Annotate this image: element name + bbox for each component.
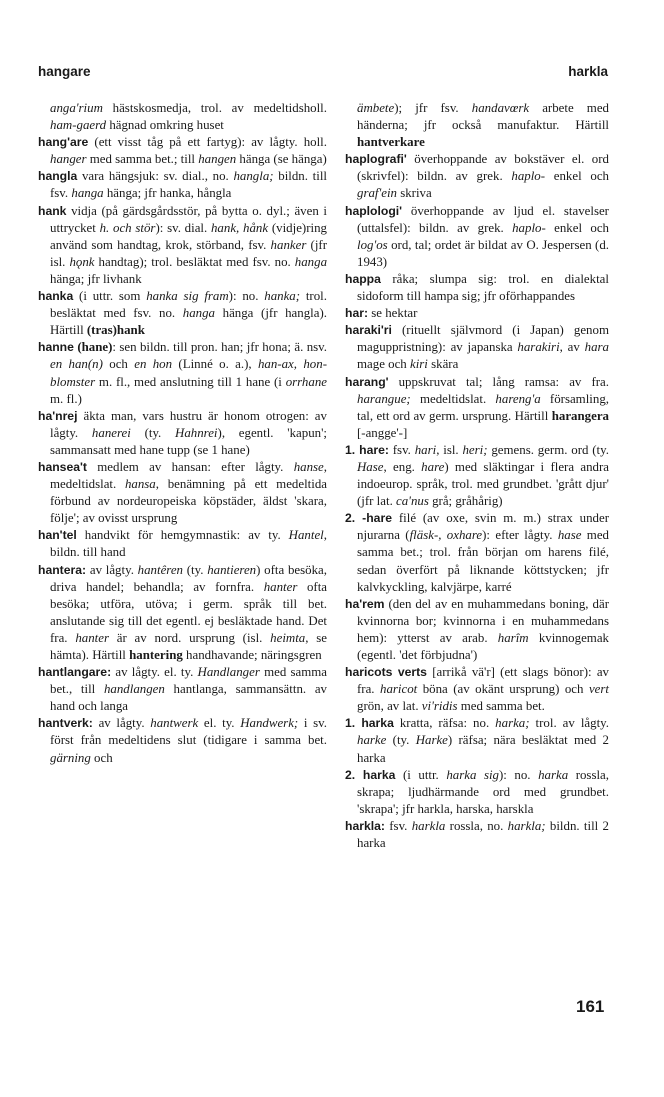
dictionary-entry bbox=[38, 288, 327, 339]
header-last-word: harkla bbox=[568, 64, 608, 79]
dictionary-entry bbox=[38, 459, 327, 527]
entry-definition: [arrikå vä'r] (ett slags bönor): av fra. haricot böna (av okänt ursprung) och vert grön, av lat. vi'ridis med samma bet. bbox=[357, 665, 609, 714]
entry-headword: 2. harka bbox=[345, 767, 396, 782]
dictionary-entry bbox=[345, 322, 609, 373]
entry-definition: handvikt för hemgymnastik: av ty. Hantel, bildn. till hand bbox=[50, 528, 327, 560]
entry-headword: 1. hare: bbox=[345, 442, 389, 457]
entry-headword: haplografi' bbox=[345, 152, 407, 167]
entry-definition: uppskruvat tal; lång ramsa: av fra. harangue; medeltidslat. hareng'a församling, tal, ett ord av germ. ursprung. Härtill harangera [-angge'-] bbox=[357, 374, 609, 440]
entry-definition: (i uttr. som hanka sig fram): no. hanka; trol. besläktat med fsv. no. hanga hänga (jfr hangla). Härtill (tras)hank bbox=[50, 289, 327, 338]
entry-headword: haplologi' bbox=[345, 203, 403, 218]
entry-headword: hank bbox=[38, 203, 67, 218]
entry-definition: (den del av en muhammedans boning, där kvinnorna bor; kvinnorna i en muhammedans hem): ytterst av arab. harîm kvinnogemak (egentl. 'det förbjudna') bbox=[357, 596, 609, 662]
entry-definition: medlem av hansan: efter lågty. hanse, medeltidslat. hansa, benämning på ett medeltida förbund av nordeuropeiska köpstäder, äldst 'skara, följe'; av ovisst ursprung bbox=[50, 459, 327, 526]
entry-headword: harang' bbox=[345, 374, 389, 389]
right-column bbox=[345, 100, 609, 852]
dictionary-entry bbox=[38, 715, 327, 766]
dictionary-entry bbox=[345, 442, 609, 510]
entry-definition: av lågty. el. ty. Handlanger med samma bet., till handlangen hantlanga, sammansättn. av hand och langa bbox=[50, 665, 327, 714]
entry-definition: vara hängsjuk: sv. dial., no. hangla; bildn. till fsv. hanga hänga; jfr hanka, hångla bbox=[50, 169, 327, 201]
dictionary-entry bbox=[38, 527, 327, 561]
entry-headword: happa bbox=[345, 271, 381, 286]
page-number: 161 bbox=[576, 997, 605, 1016]
dictionary-entry bbox=[345, 305, 609, 322]
entry-definition: kratta, räfsa: no. harka; trol. av lågty. harke (ty. Harke) räfsa; nära besläktat med 2 harka bbox=[357, 716, 609, 765]
entry-definition: råka; slumpa sig: trol. en dialektal sidoform till hampa sig; jfr oförhappandes bbox=[357, 271, 609, 304]
entry-definition: av lågty. hantwerk el. ty. Handwerk; i sv. först från medeltidens slut (tidigare i samma bet. gärning och bbox=[50, 716, 328, 765]
entry-definition: äkta man, vars hustru är honom otrogen: av lågty. hanerei (ty. Hahnrei), egentl. 'kapun'; sammansatt med hane tupp (se 1 hane) bbox=[50, 408, 327, 457]
entry-headword: hantera: bbox=[38, 562, 87, 577]
dictionary-entry bbox=[345, 203, 609, 271]
entry-headword: hang'are bbox=[38, 135, 89, 150]
dictionary-entry bbox=[345, 818, 609, 852]
dictionary-entry bbox=[38, 562, 327, 665]
dictionary-entry bbox=[345, 100, 609, 151]
entry-headword: har: bbox=[345, 306, 369, 321]
entry-definition: ämbete); jfr fsv. handavœrk arbete med händerna; jfr också manufaktur. Härtill hantverkare bbox=[357, 101, 609, 150]
dictionary-entry bbox=[345, 271, 609, 305]
header-first-word: hangare bbox=[38, 64, 91, 79]
entry-definition: se hektar bbox=[371, 306, 418, 321]
entry-headword: 1. harka bbox=[345, 716, 394, 731]
entry-headword: haraki'ri bbox=[345, 323, 392, 338]
entry-headword: han'tel bbox=[38, 528, 77, 543]
entry-definition: av lågty. hantêren (ty. hantieren) ofta besöka, driva handel; behandla; av fornfra. hanter ofta besöka; utföra, utöva; i germ. språk till bet. anslutande sig till det egentl. ej besläktade hand. Det fra. hanter är av nord. ursprung (isl. heimta, se hämta). Härtill hantering handhavande; näringsgren bbox=[50, 562, 327, 662]
entry-definition: filé (av oxe, svin m. m.) strax under njurarna (fläsk-, oxhare): efter lågty. hase med samma bet.; trol. från början om harens filé, sedan överfört på liknande köttstycken; jfr kalvkyckling, kalvjärpe, karré bbox=[357, 511, 610, 594]
entry-definition: (hane): sen bildn. till pron. han; jfr hona; ä. nsv. en han(n) och en hon (Linné o. a.), han-ax, hon-blomster m. fl., med anslutning till 1 hane (i orrhane m. fl.) bbox=[50, 340, 327, 406]
entry-definition: fsv. hari, isl. heri; gemens. germ. ord (ty. Hase, eng. hare) med släktingar i flera andra indoeurop. språk, trol. med grundbet. 'grått djur' (jfr lat. ca'nus grå; gråhårig) bbox=[357, 442, 609, 509]
entry-headword: hanne bbox=[38, 340, 74, 355]
dictionary-entry bbox=[345, 664, 609, 715]
entry-definition: anga'rium hästskosmedja, trol. av medeltidsholl. ham-gaerd hägnad omkring huset bbox=[50, 101, 327, 133]
entry-headword: harkla: bbox=[345, 818, 385, 833]
dictionary-entry bbox=[345, 596, 609, 664]
entry-headword: hansea't bbox=[38, 459, 87, 474]
entry-definition: (ett visst tåg på ett fartyg): av lågty. holl. hanger med samma bet.; till hangen hänga (se hänga) bbox=[50, 135, 327, 167]
dictionary-entry bbox=[38, 664, 327, 715]
page-header bbox=[38, 64, 608, 79]
entry-headword: ha'rem bbox=[345, 596, 385, 611]
entry-headword: hangla bbox=[38, 169, 78, 184]
entry-definition: vidja (på gärdsgårdsstör, på bytta o. dyl.; även i uttrycket h. och stör): sv. dial. hank, hånk (vidje)ring använd som handtag, krok, störband, fsv. hanker (jfr isl. hǫnk handtag); trol. besläktat med fsv. no. hanga hänga; jfr livhank bbox=[50, 203, 328, 286]
entry-headword: ha'nrej bbox=[38, 408, 78, 423]
left-column bbox=[38, 100, 327, 767]
dictionary-entry bbox=[345, 767, 609, 818]
dictionary-entry bbox=[345, 374, 609, 442]
entry-headword: hanka bbox=[38, 289, 74, 304]
dictionary-entry bbox=[345, 510, 609, 595]
entry-definition: (rituellt självmord (i Japan) genom maguppristning): av japanska harakiri, av hara mage och kiri skära bbox=[357, 323, 609, 372]
dictionary-entry bbox=[38, 203, 327, 288]
entry-headword: hantlangare: bbox=[38, 665, 112, 680]
dictionary-entry bbox=[38, 339, 327, 407]
dictionary-entry bbox=[345, 715, 609, 766]
dictionary-entry bbox=[345, 151, 609, 202]
entry-definition: (i uttr. harka sig): no. harka rossla, skrapa; ljudhärmande ord med grundbet. 'skrapa'; jfr harkla, harska, harskla bbox=[357, 767, 609, 816]
entry-definition: överhoppande av bokstäver el. ord (skrivfel): bildn. av grek. haplo- enkel och graf'ein skriva bbox=[357, 152, 609, 201]
dictionary-entry bbox=[38, 100, 327, 134]
entry-definition: överhoppande av ljud el. stavelser (uttalsfel): bildn. av grek. haplo- enkel och log'os ord, tal; ordet är bildat av O. Jespersen (d. 1943) bbox=[357, 203, 609, 269]
dictionary-entry bbox=[38, 168, 327, 202]
dictionary-entry bbox=[38, 408, 327, 459]
dictionary-entry bbox=[38, 134, 327, 168]
entry-definition: fsv. harkla rossla, no. harkla; bildn. till 2 harka bbox=[357, 818, 609, 851]
entry-headword: 2. -hare bbox=[345, 511, 392, 526]
entry-headword: haricots verts bbox=[345, 665, 427, 680]
entry-headword: hantverk: bbox=[38, 716, 93, 731]
